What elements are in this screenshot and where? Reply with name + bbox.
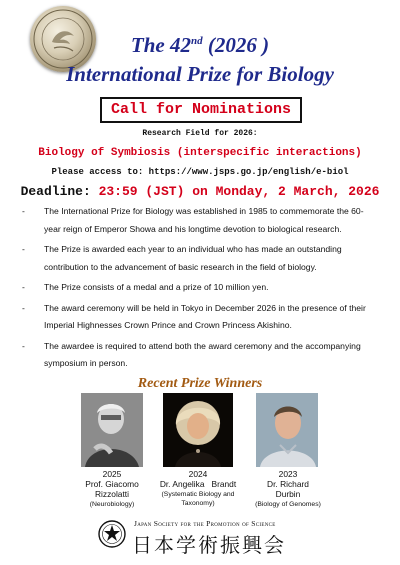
winner-field: (Biology of Genomes) xyxy=(255,501,321,508)
deadline xyxy=(0,184,400,199)
winner-photo-2023 xyxy=(256,393,318,467)
winner-2023 xyxy=(248,469,328,509)
winner-2024 xyxy=(150,469,246,508)
call-for-nominations-banner: Call for Nominations xyxy=(100,97,302,123)
list-item: - The Prize is awarded each year to an individual who has made an outstanding contribution to the advancement of basic research in the field of biology. xyxy=(22,244,342,272)
list-item: - The awardee is required to attend both the award ceremony and the accompanying symposium in person. xyxy=(22,340,361,368)
winner-photo-2024 xyxy=(163,393,233,467)
prize-description-list xyxy=(22,203,378,376)
winner-name: Dr. Richard xyxy=(267,479,309,489)
research-field-label: Research Field for 2026: xyxy=(142,129,258,138)
winner-year: 2025 xyxy=(102,469,122,479)
research-field: Biology of Symbiosis (interspecific interactions) xyxy=(38,147,362,159)
winner-year: 2024 xyxy=(188,469,208,479)
list-item: - The award ceremony will be held in Tokyo in December 2026 in the presence of their Imperial Highnesses Crown Prince and Crown Princess Akishino. xyxy=(22,302,366,330)
page-title-edition: The 42nd (2026 ) xyxy=(130,33,270,57)
winner-year: 2023 xyxy=(278,469,298,479)
winner-name: Durbin xyxy=(275,489,301,499)
organization-name-en: Japan Society for the Promotion of Science xyxy=(134,519,276,528)
winner-name: Dr. Angelika Brandt xyxy=(159,479,237,489)
jsps-logo-icon xyxy=(98,520,126,548)
recent-winners-heading: Recent Prize Winners xyxy=(137,376,263,391)
list-item: - The Prize consists of a medal and a prize of 10 million yen. xyxy=(22,282,269,292)
list-item: - The International Prize for Biology was established in 1985 to commemorate the 60-year reign of Emperor Showa and his longtime devotion to biological research. xyxy=(22,206,364,234)
deadline-value: 23:59 (JST) on Monday, 2 March, 2026 xyxy=(98,184,380,199)
winner-2025 xyxy=(72,469,152,509)
winner-photo-2025 xyxy=(81,393,143,467)
access-link[interactable]: Please access to: https://www.jsps.go.jp/english/e-biol xyxy=(51,167,349,177)
page-title: International Prize for Biology xyxy=(66,62,334,86)
winner-field: (Systematic Biology and Taxonomy) xyxy=(161,491,235,507)
deadline-label: Deadline: xyxy=(20,184,99,199)
organization-name-jp: 日本学術振興会 xyxy=(132,533,286,557)
winner-name: Prof. Giacomo xyxy=(85,479,139,489)
winner-name: Rizzolatti xyxy=(95,489,129,499)
winner-field: (Neurobiology) xyxy=(89,501,135,508)
